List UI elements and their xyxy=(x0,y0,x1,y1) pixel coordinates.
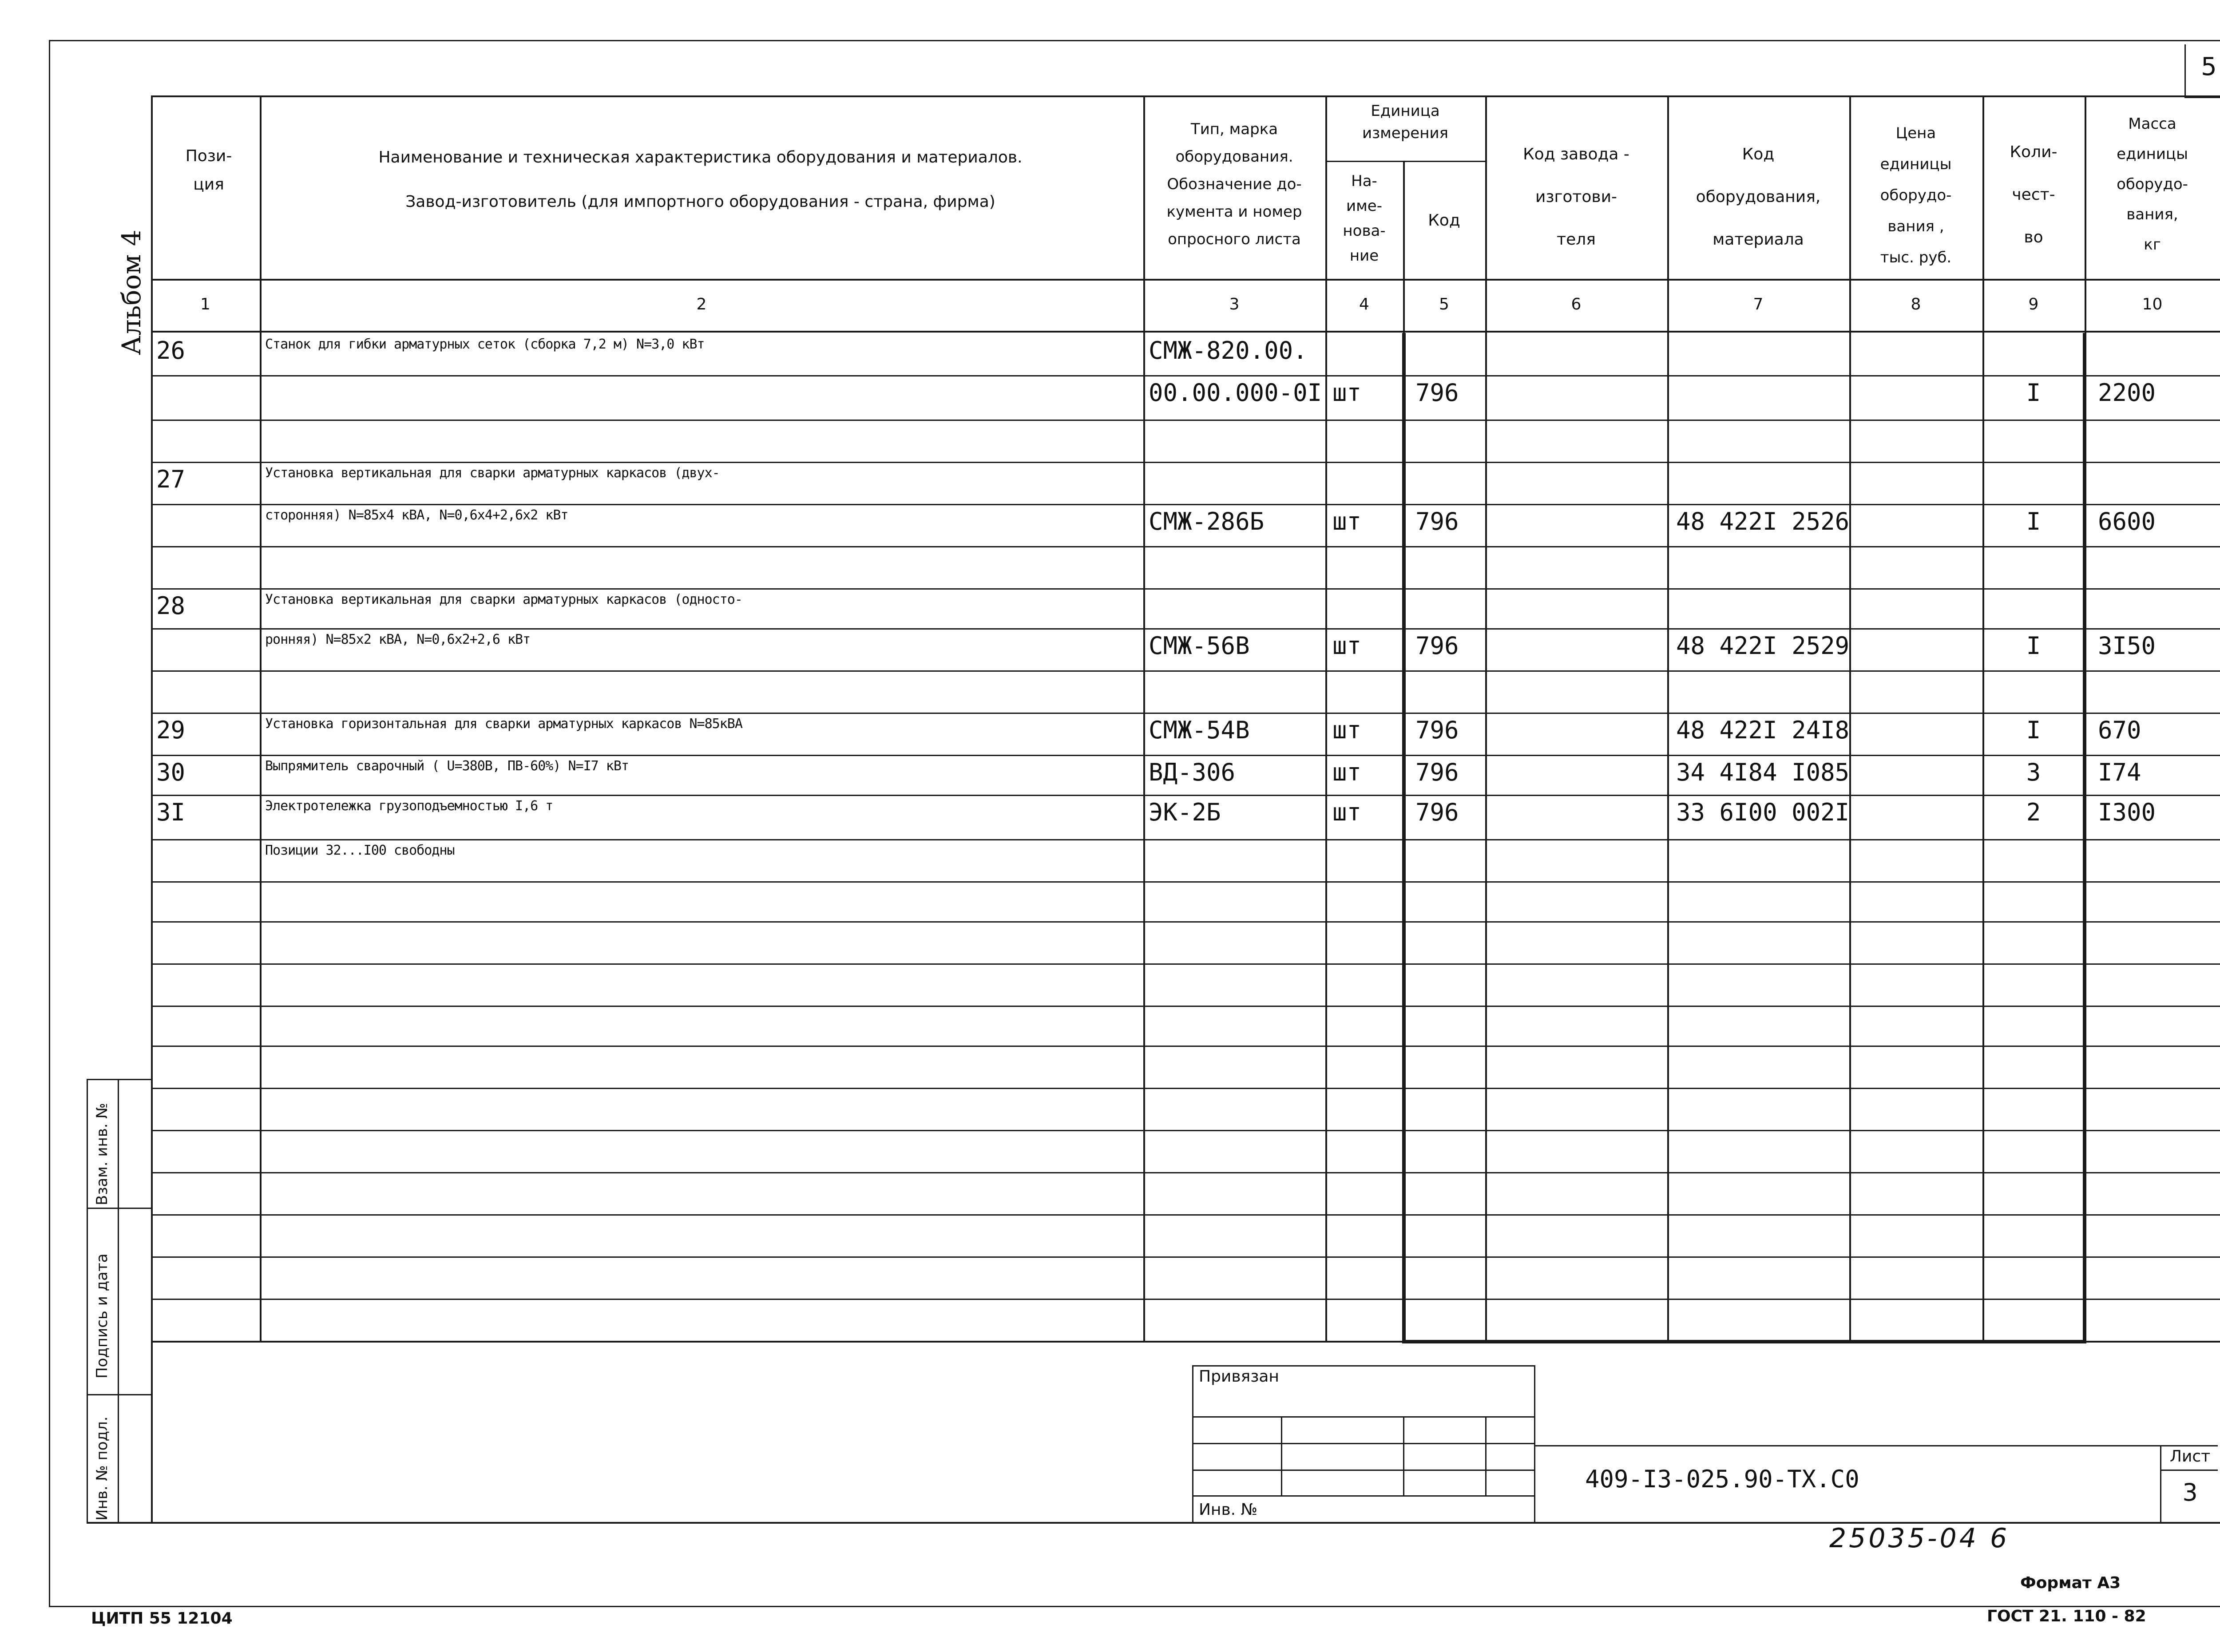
header-factory-l1: Код завода - xyxy=(1523,145,1629,163)
stamp-privyazan-label: Привязан xyxy=(1199,1367,1279,1386)
row-line-9 xyxy=(151,713,2220,714)
header-price xyxy=(1849,118,1982,273)
row-line-13 xyxy=(151,881,2220,883)
header-unit-name-l2: име- xyxy=(1346,197,1382,215)
header-quantity xyxy=(1982,131,2085,259)
row-line-12 xyxy=(151,839,2220,840)
stamp-grid-h2 xyxy=(1192,1443,1534,1444)
row-line-22 xyxy=(151,1256,2220,1258)
row-line-8 xyxy=(151,670,2220,672)
cell-position: 29 xyxy=(156,716,186,744)
cell-position: 28 xyxy=(156,592,186,620)
thick-left xyxy=(1402,333,1406,1343)
column-number: 7 xyxy=(1753,295,1764,313)
row-line-7 xyxy=(151,628,2220,630)
handwritten-number: 25035-04 6 xyxy=(1829,1523,2010,1554)
side-stamp-div1 xyxy=(87,1208,151,1209)
header-qty-l2: чест- xyxy=(2012,186,2055,204)
row-line-17 xyxy=(151,1046,2220,1047)
cell-type: ЭК-2Б xyxy=(1149,798,1221,826)
header-mass-l2: единицы xyxy=(2117,145,2188,163)
header-unit-code: Код xyxy=(1428,211,1460,230)
cell-name: Позиции 32...I00 свободны xyxy=(265,843,455,858)
cell-equipment-code: 48 422I 2526 xyxy=(1676,507,1850,535)
column-number: 6 xyxy=(1571,295,1582,313)
footer-left-code: ЦИТП 55 12104 xyxy=(91,1609,233,1628)
header-price-l1: Цена xyxy=(1895,124,1936,142)
side-stamp-mid xyxy=(118,1079,119,1523)
cell-equipment-code: 48 422I 2529 xyxy=(1676,632,1850,660)
column-number: 3 xyxy=(1229,295,1240,313)
cell-mass: I300 xyxy=(2098,798,2156,826)
cell-unit-code: 796 xyxy=(1415,507,1459,535)
cell-unit-name: шт xyxy=(1332,798,1362,826)
outer-frame-top xyxy=(49,40,2220,41)
header-factory-l3: теля xyxy=(1557,230,1596,249)
header-unit-group xyxy=(1325,100,1485,144)
header-equip-l3: материала xyxy=(1713,230,1804,249)
header-unit-l1: Единица xyxy=(1371,102,1440,120)
header-mass xyxy=(2085,109,2220,260)
header-position xyxy=(158,142,260,199)
row-line-20 xyxy=(151,1172,2220,1173)
row-line-18 xyxy=(151,1088,2220,1089)
cell-type: СМЖ-820.00. xyxy=(1149,337,1308,364)
row-line-2 xyxy=(151,420,2220,421)
outer-frame-left xyxy=(49,40,50,1607)
stamp-grid-v3 xyxy=(1485,1416,1487,1495)
header-factory-code xyxy=(1485,133,1667,261)
cell-unit-code: 796 xyxy=(1415,379,1459,407)
cell-name: сторонняя) N=85х4 кВА, N=0,6х4+2,6х2 кВт xyxy=(265,507,568,523)
row-line-1 xyxy=(151,375,2220,376)
stamp-sheet-div xyxy=(2160,1470,2218,1471)
cell-quantity: I xyxy=(2026,716,2041,744)
page-number: 5 xyxy=(2201,52,2217,81)
cell-equipment-code: 33 6I00 002I xyxy=(1676,798,1850,826)
cell-type: СМЖ-286Б xyxy=(1149,507,1265,535)
cell-unit-code: 796 xyxy=(1415,758,1459,786)
cell-unit-name: шт xyxy=(1332,379,1362,407)
row-line-16 xyxy=(151,1006,2220,1007)
column-number: 10 xyxy=(2142,295,2163,313)
column-number: 5 xyxy=(1439,295,1449,313)
cell-type: 00.00.000-0I xyxy=(1149,379,1322,407)
cell-name: Электротележка грузоподъемностью I,6 т xyxy=(265,798,553,814)
row-line-6 xyxy=(151,588,2220,590)
cell-name: ронняя) N=85х2 кВА, N=0,6х2+2,6 кВт xyxy=(265,632,531,647)
footer-format: Формат А3 xyxy=(2020,1574,2121,1592)
header-equip-l1: Код xyxy=(1742,145,1775,163)
cell-quantity: I xyxy=(2026,379,2041,407)
cell-unit-name: шт xyxy=(1332,507,1362,535)
cell-unit-code: 796 xyxy=(1415,716,1459,744)
cell-name: Установка вертикальная для сварки арматурных каркасов (двух- xyxy=(265,465,720,481)
stamp-sheet-label: Лист xyxy=(2169,1447,2211,1466)
side-stamp-bottom xyxy=(87,1522,151,1523)
cell-quantity: 3 xyxy=(2026,758,2041,786)
cell-unit-name: шт xyxy=(1332,758,1362,786)
cell-quantity: I xyxy=(2026,507,2041,535)
stamp-sheet-number: 3 xyxy=(2182,1478,2198,1506)
cell-equipment-code: 34 4I84 I085 xyxy=(1676,758,1850,786)
header-mass-l5: кг xyxy=(2144,236,2161,254)
cell-unit-name: шт xyxy=(1332,632,1362,660)
header-equipment-code xyxy=(1667,133,1849,261)
cell-mass: I74 xyxy=(2098,758,2141,786)
cell-mass: 670 xyxy=(2098,716,2141,744)
header-price-l5: тыс. руб. xyxy=(1880,249,1952,266)
stamp-grid-v2 xyxy=(1403,1416,1404,1495)
cell-unit-name: шт xyxy=(1332,716,1362,744)
row-line-11 xyxy=(151,795,2220,796)
cell-position: 27 xyxy=(156,465,186,493)
cell-type: СМЖ-54В xyxy=(1149,716,1250,744)
stamp-privyazan-top xyxy=(1192,1365,1534,1367)
header-mass-l1: Масса xyxy=(2128,115,2176,133)
header-type xyxy=(1143,115,1325,253)
column-line-5 xyxy=(1485,95,1487,1341)
album-label: Альбом 4 xyxy=(116,230,147,355)
row-line-10 xyxy=(151,755,2220,756)
row-line-21 xyxy=(151,1214,2220,1216)
column-line-1 xyxy=(260,95,262,1341)
header-type-l5: опросного листа xyxy=(1168,230,1301,248)
column-number: 4 xyxy=(1359,295,1369,313)
side-stamp-div2 xyxy=(87,1394,151,1395)
column-line-2 xyxy=(1143,95,1145,1341)
colnum-bottom xyxy=(151,331,2220,333)
column-number: 8 xyxy=(1911,295,1921,313)
cell-quantity: 2 xyxy=(2026,798,2041,826)
header-price-l2: единицы xyxy=(1880,155,1952,173)
cell-name: Установка вертикальная для сварки арматурных каркасов (односто- xyxy=(265,592,742,607)
header-type-l2: оборудования. xyxy=(1175,148,1293,166)
header-type-l1: Тип, марка xyxy=(1190,120,1278,138)
cell-name: Установка горизонтальная для сварки арматурных каркасов N=85кВА xyxy=(265,716,742,732)
header-unit-name-l4: ние xyxy=(1349,247,1379,265)
column-number: 1 xyxy=(200,295,210,313)
cell-mass: 2200 xyxy=(2098,379,2156,407)
stamp-sheet-left xyxy=(2160,1445,2161,1523)
row-line-14 xyxy=(151,921,2220,923)
header-mass-l4: вания, xyxy=(2126,206,2178,223)
row-line-4 xyxy=(151,504,2220,505)
column-number: 2 xyxy=(696,295,707,313)
stamp-inv-label: Инв. № xyxy=(1199,1501,1258,1519)
header-unit-name xyxy=(1325,169,1403,268)
header-bottom xyxy=(151,279,2220,281)
stamp-grid-v1 xyxy=(1281,1416,1282,1495)
cell-name: Станок для гибки арматурных сеток (сборка 7,2 м) N=3,0 кВт xyxy=(265,337,705,352)
header-position-line2: ция xyxy=(193,175,224,194)
header-unit-name-l3: нова- xyxy=(1343,222,1386,240)
cell-unit-code: 796 xyxy=(1415,798,1459,826)
row-line-23 xyxy=(151,1299,2220,1300)
stamp-grid-h4 xyxy=(1192,1495,1534,1497)
cell-unit-code: 796 xyxy=(1415,632,1459,660)
stamp-doc-code: 409-I3-025.90-ТХ.С0 xyxy=(1585,1465,1859,1493)
header-position-line1: Пози- xyxy=(185,147,232,165)
side-label-inv-podl: Инв. № подл. xyxy=(93,1416,111,1521)
cell-quantity: I xyxy=(2026,632,2041,660)
header-price-l3: оборудо- xyxy=(1880,186,1952,204)
cell-position: 30 xyxy=(156,758,186,786)
cell-type: СМЖ-56В xyxy=(1149,632,1250,660)
cell-mass: 6600 xyxy=(2098,507,2156,535)
outer-frame-bottom xyxy=(49,1606,2220,1607)
cell-equipment-code: 48 422I 24I8 xyxy=(1676,716,1850,744)
header-unit-l2: измерения xyxy=(1362,124,1449,142)
row-line-3 xyxy=(151,462,2220,463)
header-name-line1: Наименование и техническая характеристика оборудования и материалов. xyxy=(378,148,1023,166)
column-line-7 xyxy=(1849,95,1851,1341)
cell-name: Выпрямитель сварочный ( U=380В, ПВ-60%) N=I7 кВт xyxy=(265,758,629,774)
side-stamp-left xyxy=(87,1079,88,1523)
cell-mass: 3I50 xyxy=(2098,632,2156,660)
row-line-15 xyxy=(151,963,2220,965)
column-number: 9 xyxy=(2028,295,2039,313)
header-equip-l2: оборудования, xyxy=(1696,188,1821,206)
cell-type: ВД-306 xyxy=(1149,758,1236,786)
side-label-inv-zam: Взам. инв. № xyxy=(93,1103,111,1205)
stamp-privyazan-right xyxy=(1534,1365,1535,1523)
stamp-grid-h1 xyxy=(1192,1416,1534,1418)
header-name-line2: Завод-изготовитель (для импортного оборудования - страна, фирма) xyxy=(405,193,995,211)
thick-right xyxy=(2083,333,2086,1343)
header-qty-l3: во xyxy=(2024,228,2043,246)
side-label-sign-date: Подпись и дата xyxy=(93,1253,111,1379)
header-type-l4: кумента и номер xyxy=(1166,203,1302,221)
unit-group-divider xyxy=(1325,161,1485,162)
footer-gost: ГОСТ 21. 110 - 82 xyxy=(1987,1607,2146,1625)
header-qty-l1: Коли- xyxy=(2010,143,2057,161)
row-line-5 xyxy=(151,546,2220,547)
header-unit-name-l1: На- xyxy=(1351,172,1377,190)
header-price-l4: вания , xyxy=(1887,218,1944,235)
column-line-6 xyxy=(1667,95,1669,1341)
cell-position: 3I xyxy=(156,798,186,826)
header-factory-l2: изготови- xyxy=(1535,188,1617,206)
stamp-doc-top xyxy=(1534,1445,2218,1446)
thick-bottom xyxy=(1402,1340,2086,1343)
stamp-grid-h3 xyxy=(1192,1470,1534,1471)
header-type-l3: Обозначение до- xyxy=(1167,175,1302,193)
row-line-19 xyxy=(151,1130,2220,1131)
cell-position: 26 xyxy=(156,337,186,364)
header-mass-l3: оборудо- xyxy=(2117,175,2188,193)
table-top xyxy=(151,95,2220,97)
header-name xyxy=(260,135,1141,224)
column-line-3 xyxy=(1325,95,1327,1341)
